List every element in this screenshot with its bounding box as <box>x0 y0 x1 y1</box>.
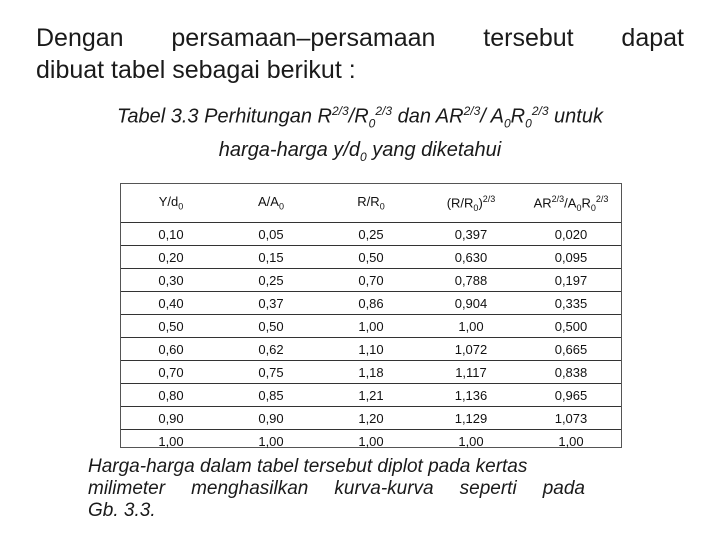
table-cell: 1,00 <box>321 315 421 338</box>
footer-word: milimeter <box>88 478 166 499</box>
caption-sub: 0 <box>503 116 511 131</box>
footer-word: seperti <box>459 478 517 499</box>
table-cell: 1,072 <box>421 338 521 361</box>
intro-paragraph <box>36 22 684 86</box>
caption-sup: 2/3 <box>463 104 481 118</box>
caption-sup: 2/3 <box>531 104 549 118</box>
table-cell: 1,18 <box>321 361 421 384</box>
table-cell: 0,25 <box>221 269 321 292</box>
header-y-d0: $Y/d_0$ <box>121 184 221 223</box>
footer-line-2 <box>88 478 585 500</box>
table-cell: 0,020 <box>521 223 621 246</box>
table-row <box>121 338 621 361</box>
header-ar-ratio: $AR^{2/3}/A_0R_0^{2/3}$ <box>521 184 621 223</box>
table-cell: 0,70 <box>321 269 421 292</box>
caption-sub: 0 <box>359 149 367 164</box>
table-cell: 0,50 <box>121 315 221 338</box>
table-cell: 0,335 <box>521 292 621 315</box>
caption-sub: 0 <box>525 116 532 131</box>
footer-word: pada <box>542 478 585 499</box>
caption-sup: 2/3 <box>375 104 393 118</box>
table-row <box>121 407 621 430</box>
table-cell: 1,20 <box>321 407 421 430</box>
table-cell: 1,00 <box>421 315 521 338</box>
footer-word: menghasilkan <box>191 478 309 499</box>
table-cell: 1,21 <box>321 384 421 407</box>
data-table-container <box>120 183 622 448</box>
table-cell: 1,073 <box>521 407 621 430</box>
table-cell: 0,25 <box>321 223 421 246</box>
caption-text: /R <box>348 105 369 128</box>
table-row <box>121 430 621 453</box>
table-header-row <box>121 184 621 223</box>
table-cell: 1,00 <box>158 433 184 449</box>
table-cell: 0,90 <box>121 407 221 430</box>
footer-line-1: Harga-harga dalam tabel tersebut diplot pada kertas <box>88 456 528 477</box>
table-cell: 0,60 <box>121 338 221 361</box>
table-cell: 1,00 <box>258 433 284 449</box>
table-cell: 0,05 <box>221 223 321 246</box>
table-cell: 0,397 <box>421 223 521 246</box>
table-cell: 1,136 <box>421 384 521 407</box>
table-cell: 0,75 <box>221 361 321 384</box>
table-cell: 1,00 <box>458 433 484 449</box>
table-cell: 0,197 <box>521 269 621 292</box>
table-cell: 0,665 <box>521 338 621 361</box>
caption-line-1 <box>60 98 660 137</box>
table-cell: 0,70 <box>121 361 221 384</box>
table-row <box>121 269 621 292</box>
table-cell: 0,50 <box>321 246 421 269</box>
intro-line-1 <box>36 22 684 54</box>
caption-text: R <box>510 105 526 128</box>
caption-line-2 <box>60 137 660 170</box>
caption-text: / A <box>480 105 504 128</box>
caption-text: yang diketahui <box>366 138 502 161</box>
table-caption <box>60 98 660 170</box>
caption-text: Tabel 3.3 Perhitungan R <box>117 105 332 128</box>
table-cell: 0,30 <box>121 269 221 292</box>
intro-line-2: dibuat tabel sebagai berikut : <box>36 56 356 84</box>
table-cell: 0,62 <box>221 338 321 361</box>
table-cell: 1,10 <box>321 338 421 361</box>
footer-line-3: Gb. 3.3. <box>88 500 156 521</box>
table-row <box>121 315 621 338</box>
table-cell: 0,86 <box>321 292 421 315</box>
intro-word: dapat <box>621 24 684 52</box>
data-table <box>121 184 621 452</box>
table-cell: 0,965 <box>521 384 621 407</box>
table-cell: 0,500 <box>521 315 621 338</box>
table-row <box>121 223 621 246</box>
intro-word: persamaan–persamaan <box>171 24 436 52</box>
header-r-r0: $R/R_0$ <box>321 184 421 223</box>
table-row <box>121 246 621 269</box>
table-cell: 0,904 <box>421 292 521 315</box>
caption-text: untuk <box>548 105 603 128</box>
caption-sub: 0 <box>368 116 376 131</box>
table-cell: 0,10 <box>121 223 221 246</box>
table-cell: 0,85 <box>221 384 321 407</box>
table-cell: 1,00 <box>558 433 584 449</box>
table-cell: 0,50 <box>221 315 321 338</box>
footer-paragraph <box>88 456 585 522</box>
table-cell: 0,90 <box>221 407 321 430</box>
table-cell: 1,129 <box>421 407 521 430</box>
footer-word: kurva-kurva <box>334 478 434 499</box>
table-cell: 0,40 <box>121 292 221 315</box>
table-cell: 1,117 <box>421 361 521 384</box>
table-cell: 0,788 <box>421 269 521 292</box>
table-cell: 0,630 <box>421 246 521 269</box>
caption-sup: 2/3 <box>331 104 349 118</box>
table-row <box>121 361 621 384</box>
intro-word: tersebut <box>483 24 574 52</box>
header-r-r0-pow: $(R/R_0)^{2/3}$ <box>421 184 521 223</box>
caption-text: dan AR <box>392 105 464 128</box>
table-body <box>121 223 621 453</box>
table-row <box>121 292 621 315</box>
table-cell: 0,37 <box>221 292 321 315</box>
caption-text: harga-harga y/d <box>218 138 360 161</box>
header-a-a0: $A/A_0$ <box>221 184 321 223</box>
table-cell: 0,80 <box>121 384 221 407</box>
intro-word: Dengan <box>36 24 124 52</box>
table-cell: 0,095 <box>521 246 621 269</box>
table-cell: 1,00 <box>358 433 384 449</box>
table-cell: 0,20 <box>121 246 221 269</box>
table-cell: 0,15 <box>221 246 321 269</box>
table-row <box>121 384 621 407</box>
table-cell: 0,838 <box>521 361 621 384</box>
